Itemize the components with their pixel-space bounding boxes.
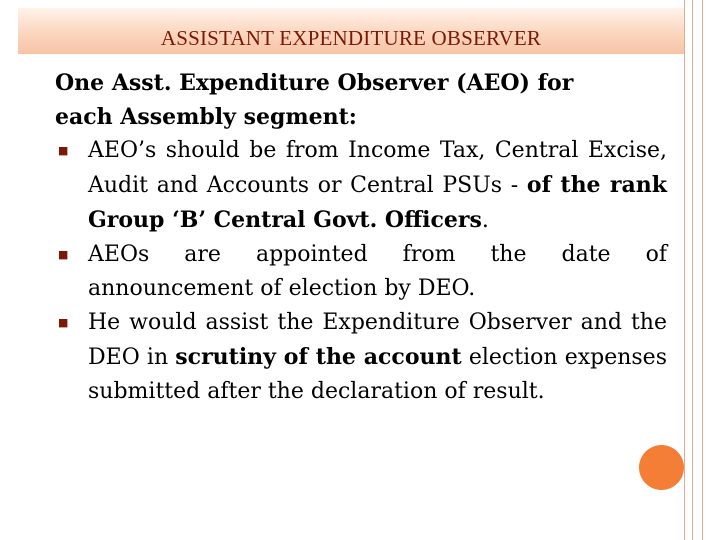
bullet-item-1 (55, 134, 667, 238)
frame-line-1 (684, 0, 685, 540)
bullet-2-text: AEOs are appointed from the date of announcement of election by DEO. (88, 242, 667, 301)
intro-line-1: One Asst. Expenditure Observer (AEO) for (55, 70, 574, 96)
frame-line-2 (692, 0, 693, 540)
slide-content (55, 66, 667, 409)
bullet-list (55, 134, 667, 409)
orange-circle-ornament (639, 445, 684, 490)
square-bullet-icon: ■ (58, 144, 69, 157)
intro-line-2: each Assembly segment: (55, 104, 357, 130)
bullet-3-tail: election expenses submitted after the declaration of result. (88, 345, 667, 404)
bullet-1-text: AEO’s should be from Income Tax, Central Excise, Audit and Accounts or Central PSUs - (88, 138, 667, 198)
frame-line-3 (702, 0, 703, 540)
bullet-item-2 (55, 238, 667, 306)
bullet-3-bold-text: scrutiny of the account (175, 344, 462, 370)
bullet-item-3 (55, 306, 667, 409)
bullet-3-text: He would assist the Expenditure Observer and the DEO in (88, 310, 667, 370)
square-bullet-icon: ■ (58, 316, 69, 329)
intro-heading (55, 66, 667, 134)
square-bullet-icon: ■ (58, 248, 69, 261)
bullet-1-tail: . (481, 208, 489, 233)
bullet-1-bold-text: of the rank Group ‘B’ Central Govt. Officers (88, 172, 667, 233)
slide-title: ASSISTANT EXPENDITURE OBSERVER (160, 26, 542, 50)
